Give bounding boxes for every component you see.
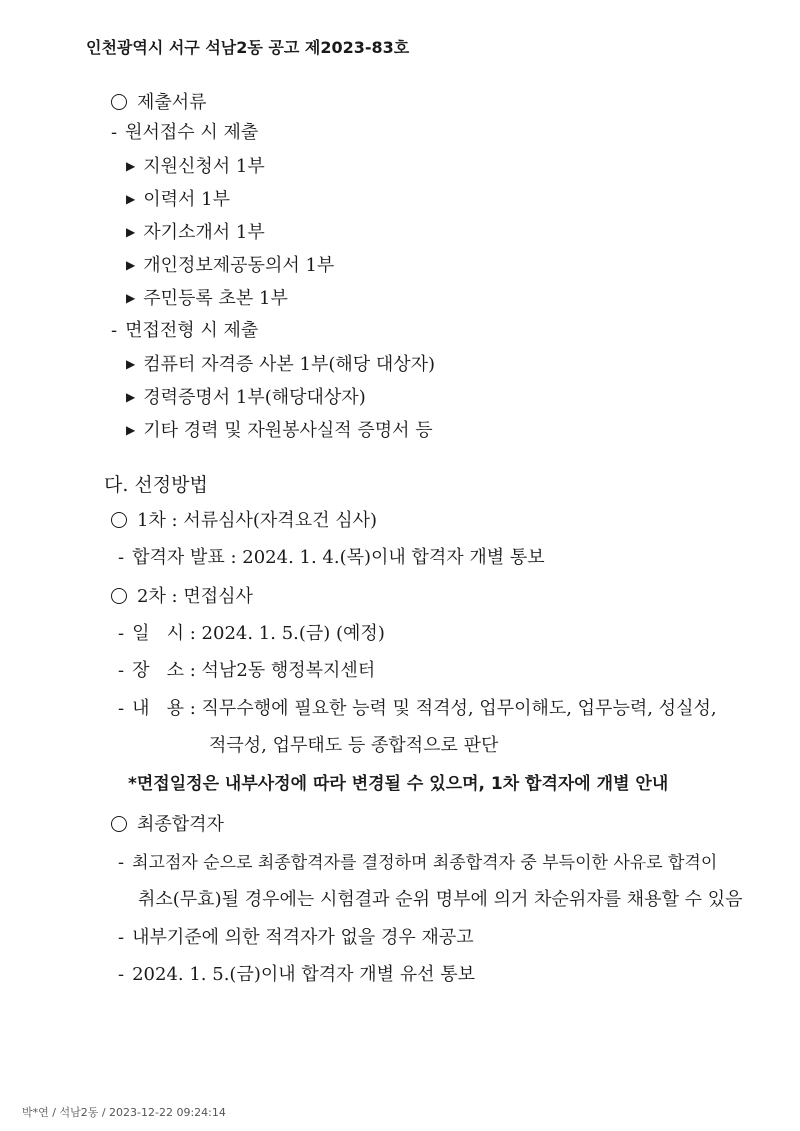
stage2-content-continuation: 적극성, 업무태도 등 종합적으로 판단 bbox=[209, 735, 499, 756]
stage2-content: - 내 용 : 직무수행에 필요한 능력 및 적격성, 업무이해도, 업무능력, 성실성, bbox=[118, 698, 717, 719]
list-item: ▶ 주민등록 초본 1부 bbox=[126, 288, 288, 309]
triangle-bullet-icon: ▶ bbox=[126, 423, 136, 437]
triangle-bullet-icon: ▶ bbox=[126, 357, 136, 371]
triangle-bullet-icon: ▶ bbox=[126, 291, 136, 305]
interview-submission-label: - 면접전형 시 제출 bbox=[111, 320, 259, 341]
list-item: ▶ 지원신청서 1부 bbox=[126, 156, 265, 177]
selection-method-heading: 다. 선정방법 bbox=[104, 474, 208, 496]
stage2-date: - 일 시 : 2024. 1. 5.(금) (예정) bbox=[118, 623, 385, 644]
triangle-bullet-icon: ▶ bbox=[126, 258, 136, 272]
list-item: ▶ 컴퓨터 자격증 사본 1부(해당 대상자) bbox=[126, 354, 436, 375]
circle-bullet-icon bbox=[111, 94, 127, 110]
stage2-title: 2차 : 면접심사 bbox=[111, 585, 253, 609]
final-rule-3: - 2024. 1. 5.(금)이내 합격자 개별 유선 통보 bbox=[118, 964, 476, 985]
dash-bullet: - bbox=[118, 852, 125, 873]
documents-section-title: 제출서류 bbox=[111, 91, 207, 115]
circle-bullet-icon bbox=[111, 816, 127, 832]
interview-schedule-note: *면접일정은 내부사정에 따라 변경될 수 있으며, 1차 합격자에 개별 안내 bbox=[128, 774, 669, 794]
application-submission-label: - 원서접수 시 제출 bbox=[111, 122, 259, 143]
print-footer: 박*연 / 석남2동 / 2023-12-22 09:24:14 bbox=[22, 1106, 226, 1119]
list-item: ▶ 이력서 1부 bbox=[126, 189, 230, 210]
circle-bullet-icon bbox=[111, 512, 127, 528]
triangle-bullet-icon: ▶ bbox=[126, 390, 136, 404]
list-item: ▶ 경력증명서 1부(해당대상자) bbox=[126, 387, 366, 408]
final-rule-2: - 내부기준에 의한 적격자가 없을 경우 재공고 bbox=[118, 927, 474, 948]
stage1-title: 1차 : 서류심사(자격요건 심사) bbox=[111, 509, 377, 533]
stage1-announcement: - 합격자 발표 : 2024. 1. 4.(목)이내 합격자 개별 통보 bbox=[118, 547, 545, 568]
list-item: ▶ 자기소개서 1부 bbox=[126, 222, 265, 243]
dash-bullet: - bbox=[118, 927, 125, 948]
final-rule-1: - 최고점자 순으로 최종합격자를 결정하며 최종합격자 중 부득이한 사유로 합격이 bbox=[118, 852, 718, 873]
final-rule-1-continuation: 취소(무효)될 경우에는 시험결과 순위 명부에 의거 차순위자를 채용할 수 있음 bbox=[138, 889, 743, 910]
triangle-bullet-icon: ▶ bbox=[126, 192, 136, 206]
final-section-title: 최종합격자 bbox=[111, 813, 224, 837]
triangle-bullet-icon: ▶ bbox=[126, 159, 136, 173]
stage2-place: - 장 소 : 석남2동 행정복지센터 bbox=[118, 660, 376, 681]
dash-bullet: - bbox=[111, 122, 118, 143]
list-item: ▶ 기타 경력 및 자원봉사실적 증명서 등 bbox=[126, 420, 433, 441]
triangle-bullet-icon: ▶ bbox=[126, 225, 136, 239]
notice-header: 인천광역시 서구 석남2동 공고 제2023-83호 bbox=[86, 38, 410, 57]
dash-bullet: - bbox=[118, 660, 125, 681]
dash-bullet: - bbox=[118, 698, 125, 719]
dash-bullet: - bbox=[111, 320, 118, 341]
circle-bullet-icon bbox=[111, 588, 127, 604]
dash-bullet: - bbox=[118, 964, 125, 985]
dash-bullet: - bbox=[118, 547, 125, 568]
dash-bullet: - bbox=[118, 623, 125, 644]
list-item: ▶ 개인정보제공동의서 1부 bbox=[126, 255, 335, 276]
